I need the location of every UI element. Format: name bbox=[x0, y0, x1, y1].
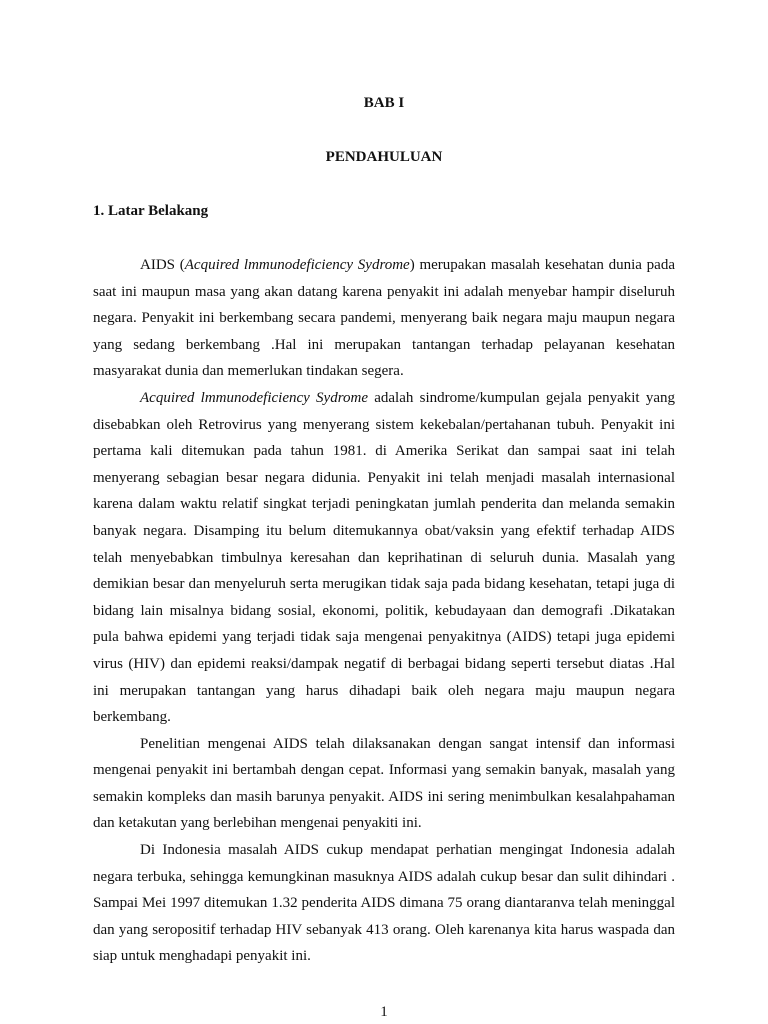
italic-term: Acquired lmmunodeficiency Sydrome bbox=[184, 257, 410, 273]
paragraph-text: Penelitian mengenai AIDS telah dilaksanakan dengan sangat intensif dan informasi mengenai penyakit ini bertambah dengan cepat. Informasi yang semakin banyak, masalah yang semakin kompleks dan masih barunya penyakit. AIDS ini sering menimbulkan kesalahpahaman dan ketakutan yang berlebihan mengenai penyakiti ini. bbox=[93, 735, 675, 832]
document-body bbox=[93, 252, 675, 970]
paragraph-1 bbox=[93, 252, 675, 385]
paragraph-4 bbox=[93, 837, 675, 970]
italic-term: Acquired lmmunodeficiency Sydrome bbox=[140, 389, 368, 406]
chapter-heading: BAB I bbox=[363, 95, 405, 111]
paragraph-2 bbox=[93, 385, 675, 731]
section-heading: 1. Latar Belakang bbox=[93, 203, 209, 219]
paragraph-text: adalah sindrome/kumpulan gejala penyakit yang disebabkan oleh Retrovirus yang menyerang sistem kekebalan/pertahanan tubuh. Penyakit ini pertama kali ditemukan pada tahun 1981. di Amerika Serikat dan sampai saat ini telah menyerang sebagian besar negara didunia. Penyakit ini telah menjadi masalah internasional karena dalam waktu relatif singkat terjadi peningkatan jumlah penderita dan melanda semakin banyak negara. Disamping itu belum ditemukannya obat/vaksin yang efektif terhadap AIDS telah menyebabkan timbulnya keresahan dan keprihatinan di seluruh dunia. Masalah yang demikian besar dan menyeluruh serta merugikan tidak saja pada bidang kesehatan, tetapi juga di bidang lain misalnya bidang sosial, ekonomi, politik, kebudayaan dan demografi .Dikatakan pula bahwa epidemi yang terjadi tidak saja mengenai penyakitnya (AIDS) tetapi juga epidemi virus (HIV) dan epidemi reaksi/dampak negatif di berbagai bidang seperti tersebut diatas .Hal ini merupakan tantangan yang harus dihadapi baik oleh negara maju maupun negara berkembang. bbox=[93, 389, 675, 726]
chapter-title: PENDAHULUAN bbox=[325, 149, 443, 165]
paragraph-text: ) merupakan masalah kesehatan dunia pada saat ini maupun masa yang akan datang karena penyakit ini adalah menyebar hampir diseluruh negara. Penyakit ini berkembang secara pandemi, menyerang baik negara maju maupun negara yang sedang berkembang .Hal ini merupakan tantangan terhadap pelayanan kesehatan masyarakat dunia dan memerlukan tindakan segera. bbox=[93, 257, 675, 380]
page-number: 1 bbox=[380, 1004, 388, 1020]
paragraph-text: Di Indonesia masalah AIDS cukup mendapat perhatian mengingat Indonesia adalah negara terbuka, sehingga kemungkinan masuknya AIDS adalah cukup besar dan sulit dihindari . Sampai Mei 1997 ditemukan 1.32 penderita AIDS dimana 75 orang diantaranva telah meninggal dan yang seropositif terhadap HIV sebanyak 413 orang. Oleh karenanya kita harus waspada dan siap untuk menghadapi penyakit ini. bbox=[93, 842, 675, 965]
paragraph-text: AIDS ( bbox=[140, 257, 185, 273]
paragraph-3 bbox=[93, 731, 675, 837]
